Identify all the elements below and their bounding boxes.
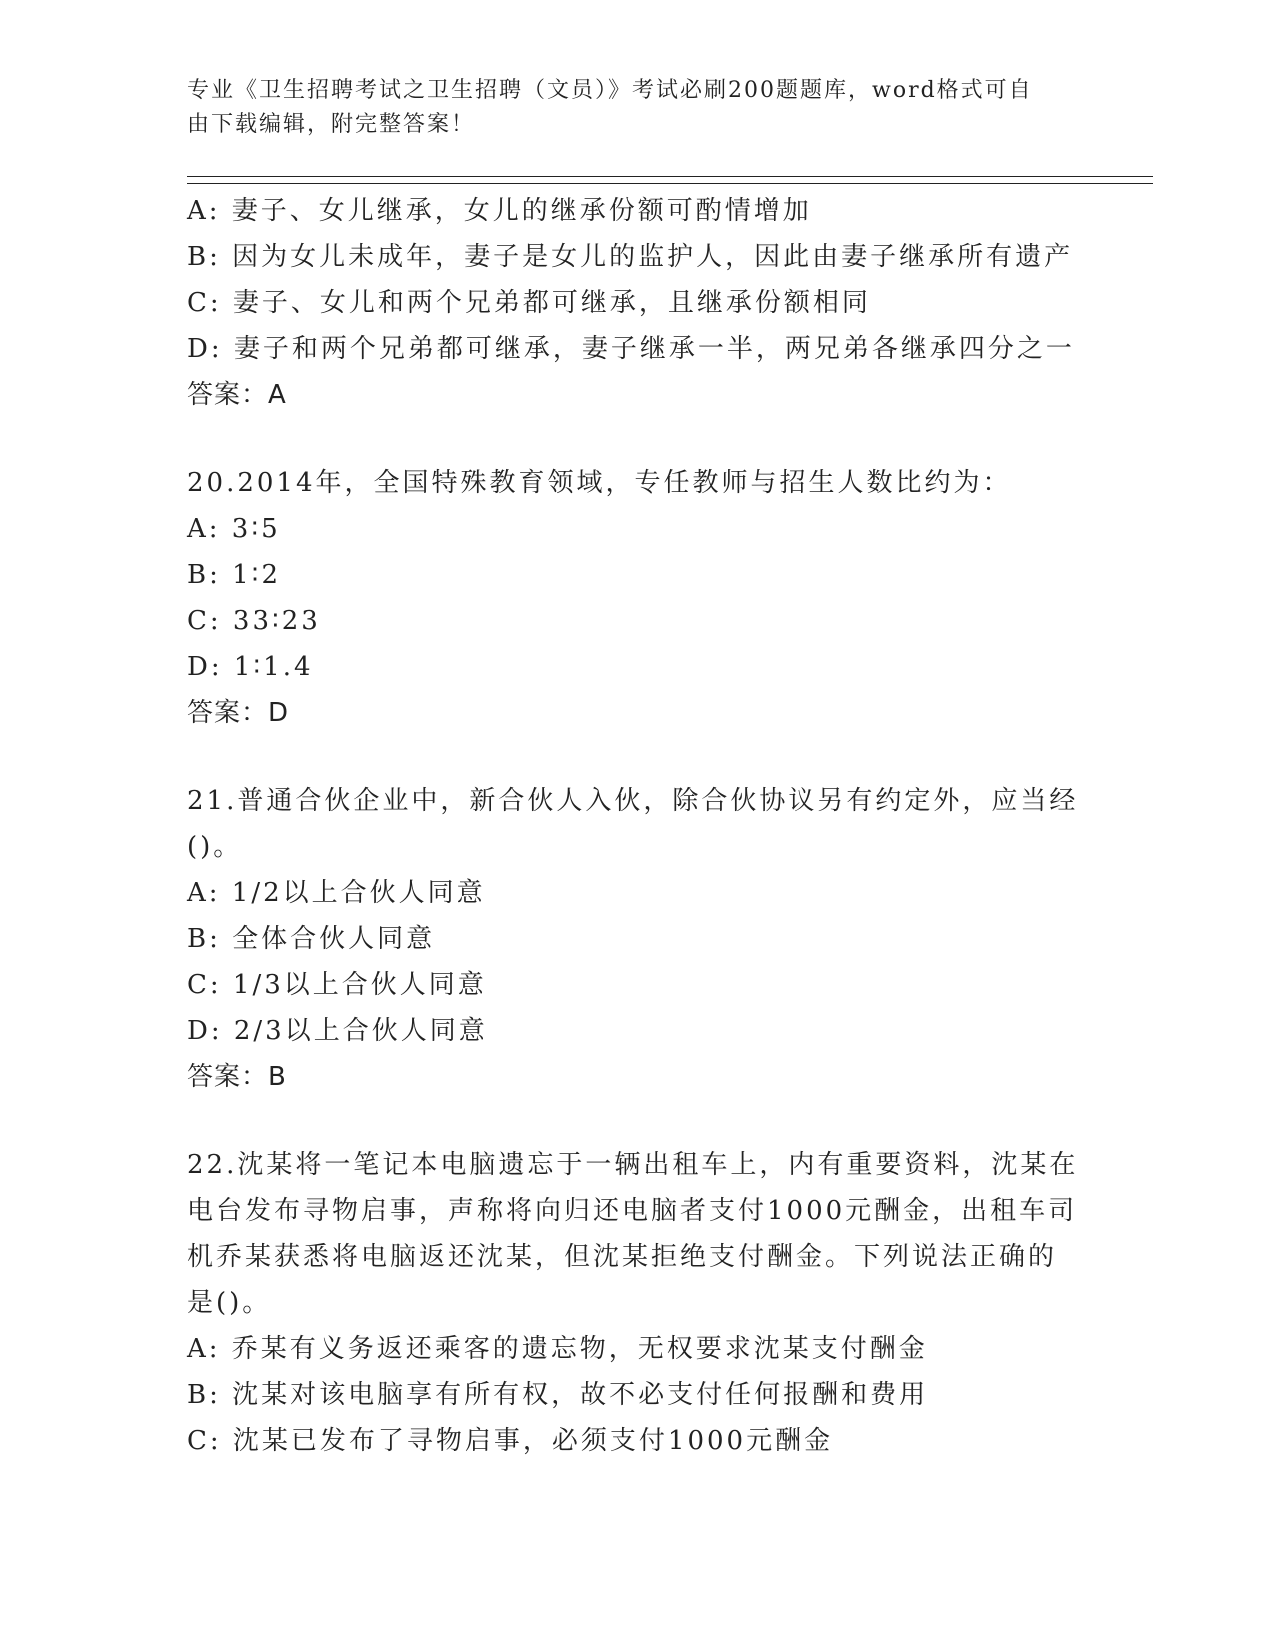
header-title-line-2: 由下载编辑，附完整答案！	[187, 112, 476, 137]
question-21	[187, 778, 1087, 1100]
option-d: D: 2/3以上合伙人同意	[187, 1016, 488, 1046]
option-a: A: 1/2以上合伙人同意	[187, 878, 486, 908]
option-c: C: 1/3以上合伙人同意	[187, 970, 487, 1000]
question-stem-line-3: 机乔某获悉将电脑返还沈某，但沈某拒绝支付酬金。下列说法正确的	[187, 1242, 1058, 1272]
option-c: C: 沈某已发布了寻物启事，必须支付1000元酬金	[187, 1426, 834, 1456]
answer: 答案：B	[187, 1062, 287, 1092]
option-b: B: 全体合伙人同意	[187, 924, 436, 954]
option-a: A: 妻子、女儿继承，女儿的继承份额可酌情增加	[187, 196, 812, 226]
document-body	[187, 188, 1087, 1464]
question-stem-line-4: 是()。	[187, 1288, 272, 1318]
question-22	[187, 1142, 1087, 1464]
question-stem-line-1: 21.普通合伙企业中，新合伙人入伙，除合伙协议另有约定外，应当经	[187, 786, 1079, 816]
option-a: A: 乔某有义务返还乘客的遗忘物，无权要求沈某支付酬金	[187, 1334, 928, 1364]
option-d: D: 1∶1.4	[187, 652, 314, 682]
document-header	[187, 74, 1087, 142]
option-d: D: 妻子和两个兄弟都可继承，妻子继承一半，两兄弟各继承四分之一	[187, 334, 1075, 364]
question-stem-line-1: 22.沈某将一笔记本电脑遗忘于一辆出租车上，内有重要资料，沈某在	[187, 1150, 1079, 1180]
option-b: B: 1∶2	[187, 560, 281, 590]
option-c: C: 妻子、女儿和两个兄弟都可继承，且继承份额相同	[187, 288, 871, 318]
answer: 答案：D	[187, 698, 290, 728]
question-20	[187, 460, 1087, 736]
option-b: B: 因为女儿未成年，妻子是女儿的监护人，因此由妻子继承所有遗产	[187, 242, 1074, 272]
option-a: A: 3∶5	[187, 514, 281, 544]
option-c: C: 33∶23	[187, 606, 321, 636]
question-stem-line-2: 电台发布寻物启事，声称将向归还电脑者支付1000元酬金，出租车司	[187, 1196, 1078, 1226]
question-stem: 20.2014年，全国特殊教育领域，专任教师与招生人数比约为：	[187, 468, 1012, 498]
header-divider	[187, 176, 1153, 184]
answer: 答案：A	[187, 380, 287, 410]
header-title-line-1: 专业《卫生招聘考试之卫生招聘（文员）》考试必刷200题题库，word格式可自	[187, 78, 1033, 103]
question-19-partial	[187, 188, 1087, 418]
question-stem-line-2: ()。	[187, 832, 243, 862]
option-b: B: 沈某对该电脑享有所有权，故不必支付任何报酬和费用	[187, 1380, 929, 1410]
